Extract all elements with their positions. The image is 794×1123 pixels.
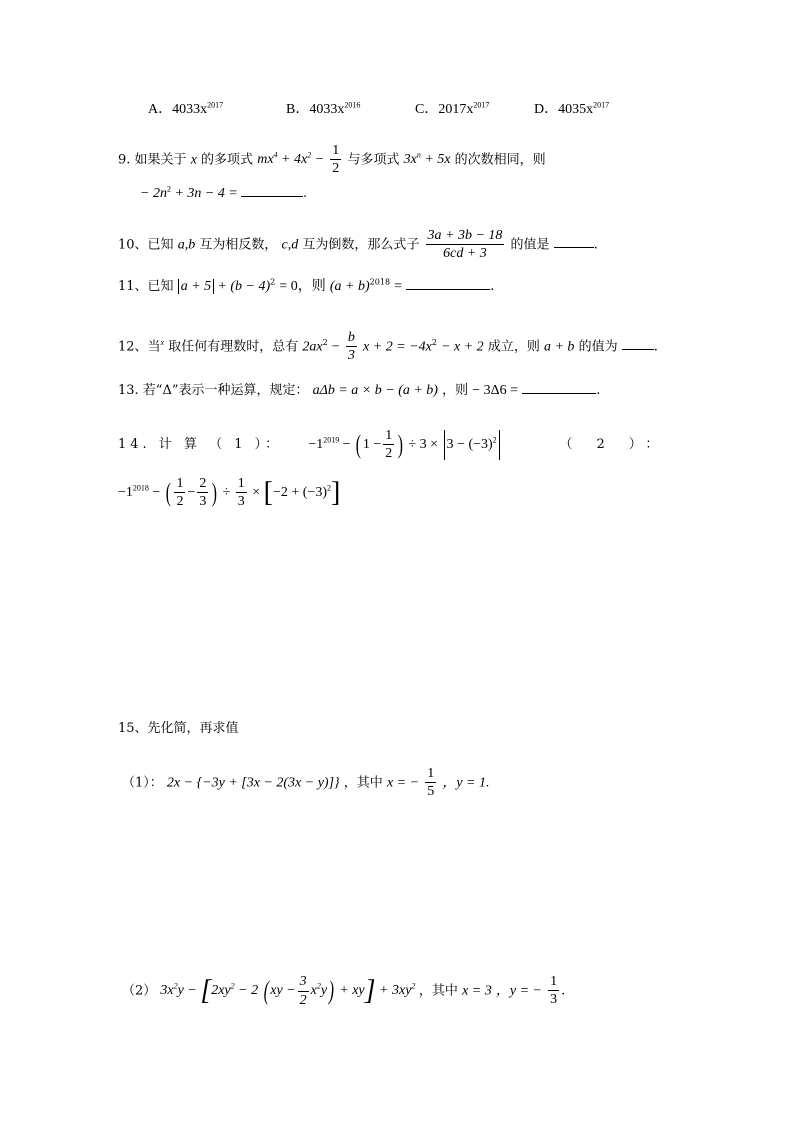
part-2-expression: $3x^2y - [2xy^2 - 2$ ( xy − $\frac{3}{2}$ $x^2y) + xy] + 3xy^2$	[160, 974, 416, 1008]
fraction-three-halves: $\frac{3}{2}$	[299, 974, 307, 1008]
fraction-one-third: $\frac{1}{3}$	[237, 476, 245, 510]
fraction-one-third: $\frac{1}{3}$	[550, 974, 558, 1008]
poly1: $mx^4 + 4x^2$ −	[257, 150, 325, 168]
option-a: A．$4033x^{2017}$	[148, 100, 224, 117]
fraction-expression: $\frac{3a + 3b - 18}{6cd + 3}$	[427, 228, 503, 262]
poly2: $3x^n + 5x$	[403, 150, 451, 168]
question-14-part-2: $-1^{2018}$ − ( $\frac{1}{2}$ − $\frac{2}{3}$ ) ÷ $\frac{1}{3}$ × $[-2 + (-3)^2]$	[118, 476, 341, 510]
answer-blank[interactable]	[241, 195, 303, 197]
option-d: D．$4035x^{2017}$	[534, 100, 610, 117]
fraction-one-half: $\frac{1}{2}$	[332, 143, 340, 177]
answer-blank[interactable]	[406, 288, 490, 290]
fraction-one-half: $\frac{1}{2}$	[176, 476, 184, 510]
answer-blank[interactable]	[554, 246, 594, 248]
answer-blank[interactable]	[622, 348, 654, 350]
question-15-part-2: （2） $3x^2y - [2xy^2 - 2$ ( xy − $\frac{3}{2}$ $x^2y) + xy] + 3xy^2$ ，其中 x = 3 ，y = − $\frac{1}{3}$ .	[122, 974, 566, 1008]
abs-value: a + 5	[178, 279, 214, 294]
question-15-part-1: （1）： 2x − {−3y + [3x − 2(3x − y)]} ，其中 x = − $\frac{1}{5}$ ，y = 1.	[122, 766, 490, 800]
question-14: 14. 计 算 （ 1 ）： $-1^{2019}$ − ( 1 − $\frac{1}{2}$ ) ÷ $3 \times 3 - (-3)^2$ （ 2 ）：	[118, 428, 669, 462]
fraction-b-over-3: $\frac{b}{3}$	[347, 330, 355, 364]
fraction-two-thirds: $\frac{2}{3}$	[199, 476, 207, 510]
option-b: B．$4033x^{2016}$	[286, 100, 361, 117]
question-10: 10、已知 a,b 互为相反数， c,d 互为倒数，那么式子 $\frac{3a + 3b - 18}{6cd + 3}$ 的值是 .	[118, 228, 598, 262]
question-9-line2: − $2n^2 + 3n - 4$ = .	[140, 184, 307, 201]
question-13: 13. 若“Δ”表示一种运算，规定： aΔb = a × b − (a + b) ，则 − 3Δ6 = .	[118, 383, 601, 398]
fraction-one-half: $\frac{1}{2}$	[385, 428, 393, 462]
part-1-expression: $-1^{2019}$ − ( 1 − $\frac{1}{2}$ ) ÷ $3 \times 3 - (-3)^2$	[308, 437, 505, 452]
option-c: C．$2017x^{2017}$	[415, 100, 490, 117]
answer-blank[interactable]	[522, 392, 596, 394]
question-11: 11、已知 $a + 5 + (b - 4)^2 = 0$，则 $(a + b)^{2018}$ = .	[118, 277, 495, 294]
fraction-one-fifth: $\frac{1}{5}$	[427, 766, 435, 800]
question-9: 9. 如果关于 x 的多项式 $mx^4 + 4x^2$ − $\frac{1}{2}$ 与多项式 $3x^n + 5x$ 的次数相同，则	[118, 143, 546, 177]
question-15-title: 15、先化简，再求值	[118, 721, 239, 736]
question-12: 12、当$^x$ 取任何有理数时，总有 $2ax^2$ − $\frac{b}{3}$ $x + 2 = -4x^2 - x + 2$ 成立，则 a + b 的值为 .	[118, 330, 658, 364]
